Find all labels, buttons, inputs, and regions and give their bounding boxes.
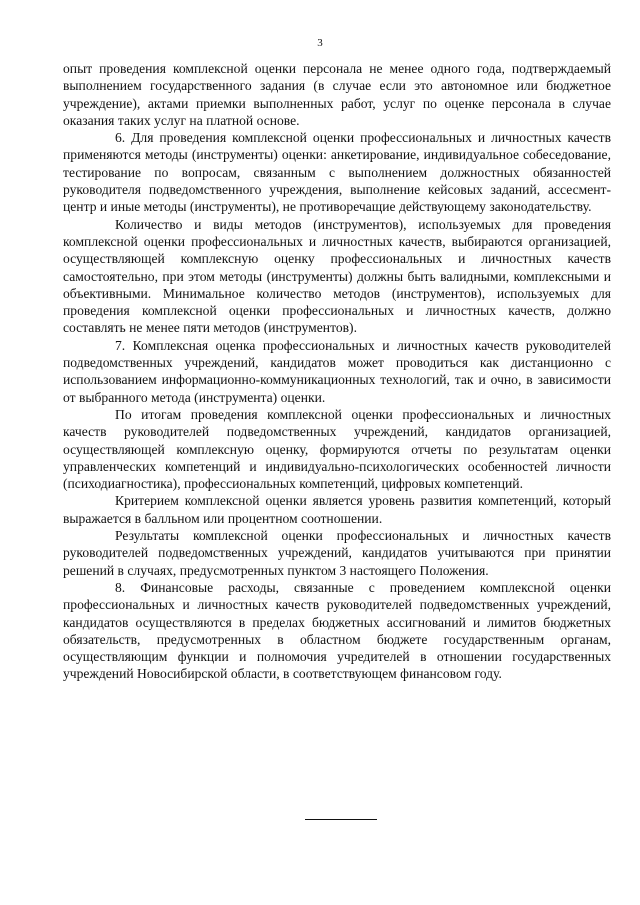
paragraph-item-6: 6. Для проведения комплексной оценки профессиональных и личностных качеств применяются методы (инструменты) оценки: анкетирование, индивидуальное собеседование, тестирование по вопросам, связанным с выполнением должностных обязанностей руководителя подведомственного учреждения, выполнение кейсовых заданий, ассесмент-центр и иные методы (инструменты), не противоречащие действующему законодательству. bbox=[63, 130, 611, 215]
paragraph-methods-count: Количество и виды методов (инструментов), используемых для проведения комплексной оценки профессиональных и личностных качеств, выбираются организацией, осуществляющей комплексную оценку профессиональных и личностных качеств самостоятельно, при этом методы (инструменты) должны быть валидными, комплексными и объективными. Минимальное количество методов (инструментов), используемых для проведения комплексной оценки профессиональных и личностных качеств, должно составлять не менее пяти методов (инструментов). bbox=[63, 216, 611, 336]
end-of-document-rule bbox=[305, 819, 377, 820]
paragraph-continuation: опыт проведения комплексной оценки персонала не менее одного года, подтверждаемый выполнением государственного задания (в случае если это автономное или бюджетное учреждение), актами приемки выполненных работ, услуг по оценке персонала в случае оказания таких услуг на платной основе. bbox=[63, 61, 611, 128]
paragraph-results: Результаты комплексной оценки профессиональных и личностных качеств руководителей подведомственных учреждений, кандидатов учитываются при принятии решений в случаях, предусмотренных пунктом 3 настоящего Положения. bbox=[63, 528, 611, 578]
paragraph-criterion: Критерием комплексной оценки является уровень развития компетенций, который выражается в балльном или процентном соотношении. bbox=[63, 493, 611, 526]
paragraph-item-7: 7. Комплексная оценка профессиональных и личностных качеств руководителей подведомственных учреждений, кандидатов может проводиться как дистанционно с использованием информационно-коммуникационных технологий, так и очно, в зависимости от выбранного метода (инструмента) оценки. bbox=[63, 337, 611, 405]
paragraph-item-8: 8. Финансовые расходы, связанные с проведением комплексной оценки профессиональных и личностных качеств руководителей подведомственных учреждений, кандидатов осуществляются в пределах бюджетных ассигнований и лимитов бюджетных обязательств, предусмотренных в областном бюджете государственным органам, осуществляющим функции и полномочия учредителей в отношении государственных учреждений Новосибирской области, в соответствующем финансовом году. bbox=[63, 579, 611, 682]
page-number: 3 bbox=[317, 37, 323, 49]
paragraph-reports: По итогам проведения комплексной оценки профессиональных и личностных качеств руководителей подведомственных учреждений, кандидатов организацией, осуществляющей комплексную оценку, формируются отчеты по результатам оценки управленческих компетенций и индивидуально-психологических особенностей личности (психодиагностика), профессиональных компетенций, цифровых компетенций. bbox=[63, 406, 611, 492]
document-body bbox=[63, 60, 611, 683]
